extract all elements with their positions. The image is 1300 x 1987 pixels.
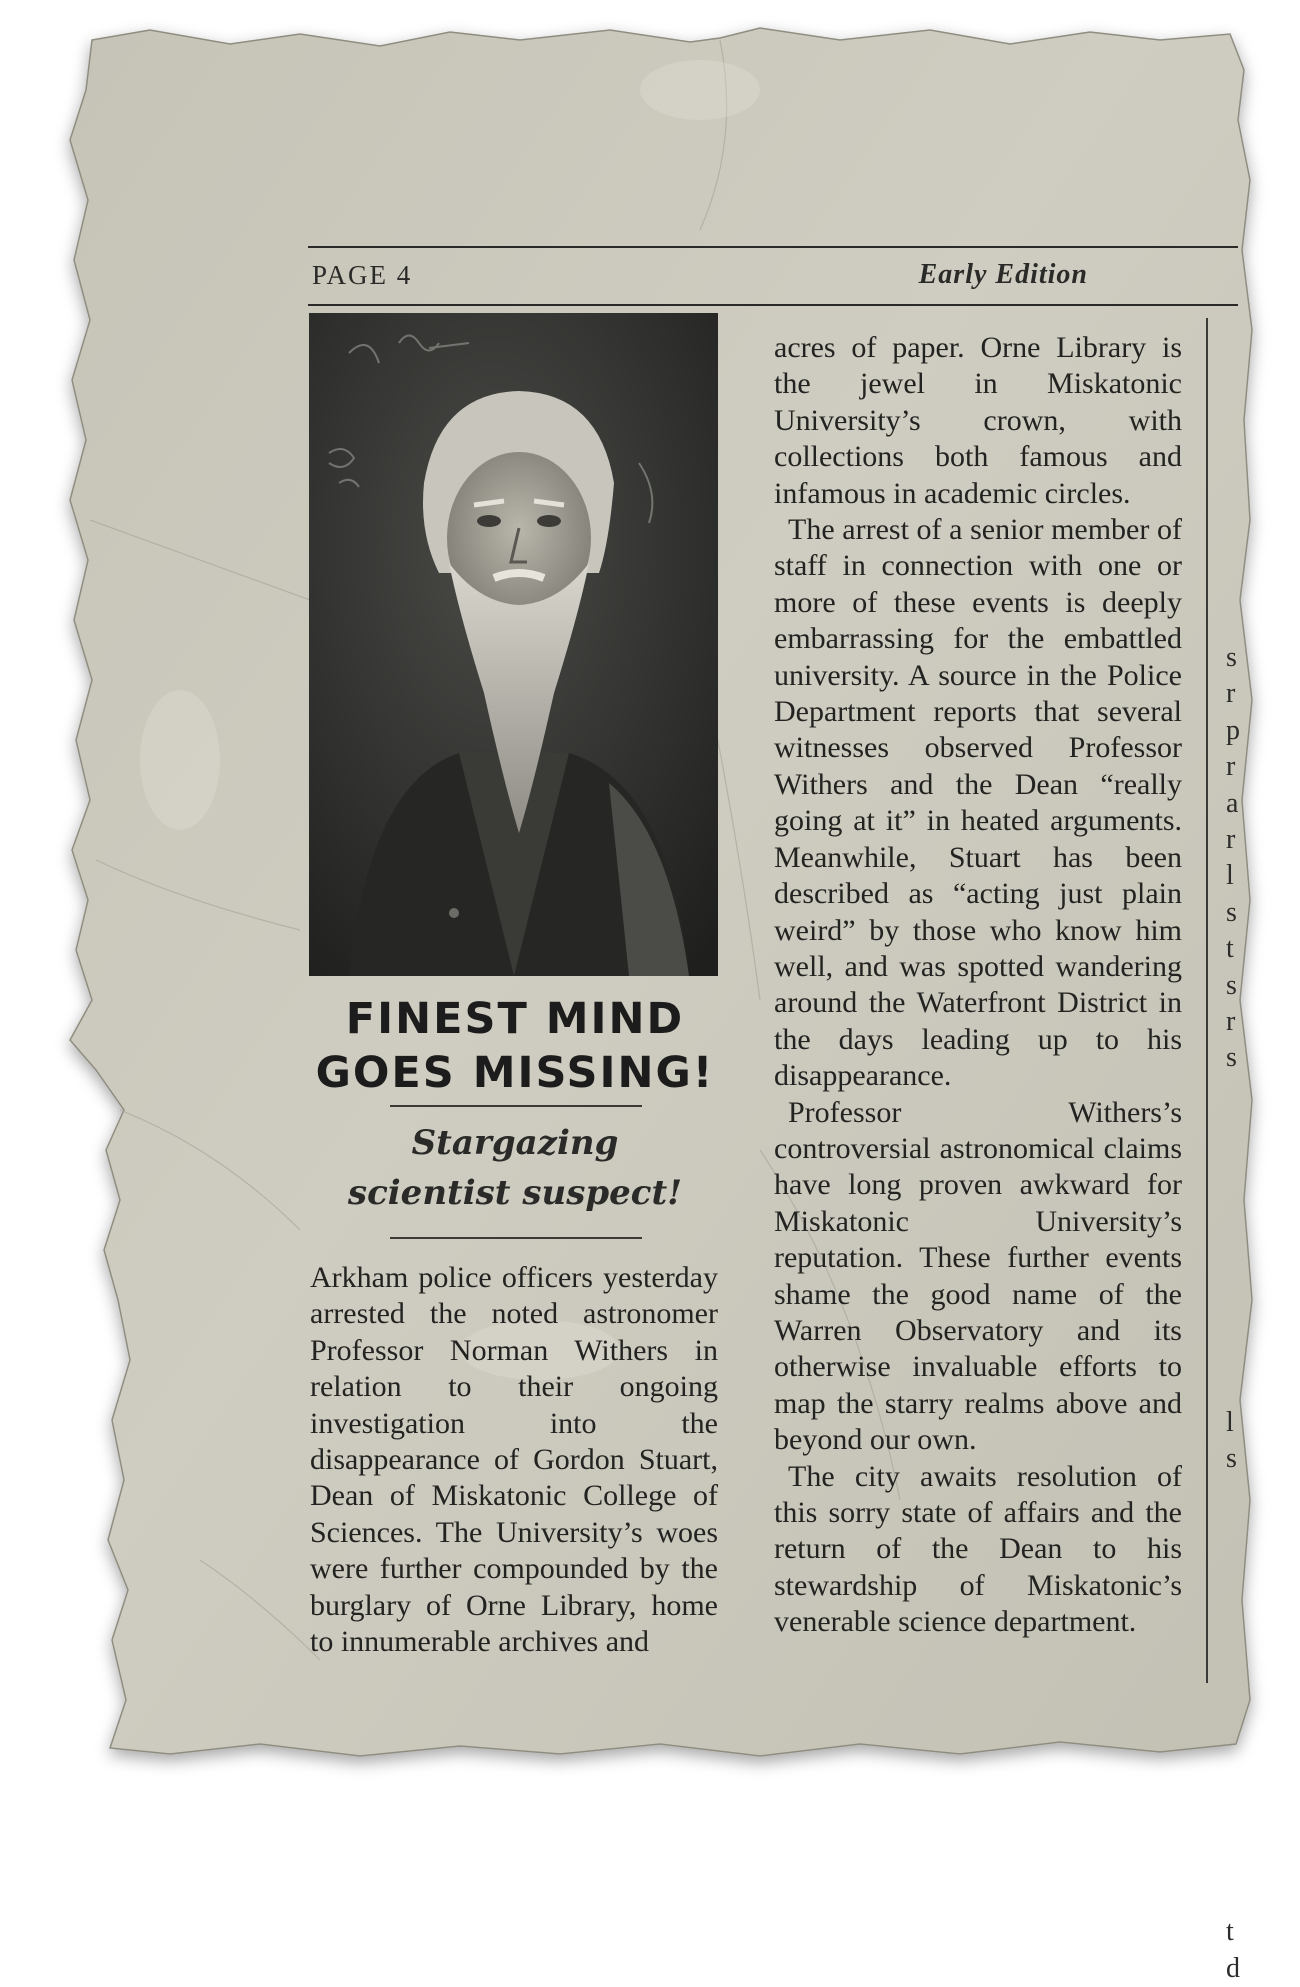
headline-line-2: GOES MISSING!	[315, 1048, 715, 1098]
edge-fragment-letter: s	[1226, 642, 1237, 673]
masthead	[308, 246, 1238, 306]
article-paragraph: The arrest of a senior member of staff in connection with one or more of these events is deeply embarrassing for the embattled university. A source in the Police Department reports that several witnesses observed Professor Withers and the Dean “really going at it” in heated arguments. Meanwhile, Stuart has been described as “acting just plain weird” by those who know him well, and was spotted wandering around the Waterfront District in the days leading up to his disappearance.	[774, 513, 1182, 1093]
edge-fragment-letter: l	[1226, 860, 1234, 892]
edge-fragment-letter: s	[1226, 1042, 1237, 1074]
edition-label: Early Edition	[918, 259, 1088, 290]
edge-fragment-letter	[1226, 1696, 1240, 1732]
edge-fragment-letter: p	[1226, 714, 1240, 746]
headline-line-1: FINEST MIND	[345, 994, 685, 1044]
headline	[300, 992, 730, 1100]
edge-fragment-letter: a	[1226, 787, 1239, 819]
edge-fragment-letter	[1226, 1659, 1240, 1695]
edge-fragment-letter: t	[1226, 1916, 1234, 1948]
torn-edge-text-fragments	[1226, 640, 1240, 1987]
edge-fragment-letter: r	[1226, 1006, 1236, 1038]
edge-fragment-letter	[1226, 1769, 1240, 1805]
article-paragraph: acres of paper. Orne Library is the jewel in Miskatonic University’s crown, with collections both famous and infamous in academic circles.	[774, 331, 1182, 510]
edge-fragment-letter	[1226, 1732, 1240, 1768]
edge-fragment-letter: s	[1226, 1442, 1237, 1474]
edge-fragment-letter: r	[1226, 678, 1236, 710]
article-paragraph: Arkham police officers yesterday arrested the noted astronomer Professor Norman Withers in relation to their ongoing investigation into the disappearance of Gordon Stuart, Dean of Miskatonic College of Sciences. The University’s woes were further compounded by the burglary of Orne Library, home to innumerable archives and	[310, 1261, 718, 1659]
column-divider	[1206, 318, 1208, 1683]
edge-fragment-letter: t	[1226, 933, 1234, 965]
edge-fragment-letter	[1226, 1077, 1240, 1113]
edge-fragment-letter	[1226, 1150, 1240, 1186]
edge-fragment-letter	[1226, 1878, 1240, 1914]
edge-fragment-letter	[1226, 1841, 1240, 1877]
page-number: PAGE 4	[312, 260, 413, 290]
edge-fragment-letter: s	[1226, 896, 1237, 928]
edge-fragment-letter	[1226, 1550, 1240, 1586]
article-paragraph: The city awaits resolution of this sorry state of affairs and the return of the Dean to his stewardship of Miskatonic’s venerable science department.	[774, 1459, 1182, 1639]
edge-fragment-letter	[1226, 1368, 1240, 1404]
edge-fragment-letter	[1226, 1477, 1240, 1513]
article-paragraph: Professor Withers’s controversial astronomical claims have long proven awkward for Miskatonic University’s reputation. These further events shame the good name of the Warren Observatory and its otherwise invaluable efforts to map the starry realms above and beyond our own.	[774, 1095, 1182, 1457]
subheadline-line-2: scientist suspect!	[347, 1173, 683, 1213]
subheadline	[300, 1118, 730, 1218]
edge-fragment-letter	[1226, 1332, 1240, 1368]
edge-fragment-letter: r	[1226, 824, 1236, 856]
edge-fragment-letter	[1226, 1623, 1240, 1659]
headline-divider-bottom	[390, 1237, 642, 1239]
edge-fragment-letter: s	[1226, 969, 1237, 1001]
article-column-left	[310, 1260, 718, 1660]
edge-fragment-letter: l	[1226, 1406, 1234, 1438]
subheadline-line-1: Stargazing	[411, 1123, 619, 1163]
headline-divider-top	[390, 1105, 642, 1107]
edge-fragment-letter: r	[1226, 751, 1236, 783]
edge-fragment-letter	[1226, 1186, 1240, 1222]
edge-fragment-letter	[1226, 1259, 1240, 1295]
edge-fragment-letter	[1226, 1223, 1240, 1259]
edge-fragment-letter: d	[1226, 1952, 1240, 1984]
edge-fragment-letter	[1226, 1805, 1240, 1841]
professor-portrait-photo	[309, 313, 718, 976]
edge-fragment-letter	[1226, 1514, 1240, 1550]
article-column-right	[774, 330, 1182, 1641]
edge-fragment-letter	[1226, 1587, 1240, 1623]
edge-fragment-letter	[1226, 1295, 1240, 1331]
edge-fragment-letter	[1226, 1113, 1240, 1149]
